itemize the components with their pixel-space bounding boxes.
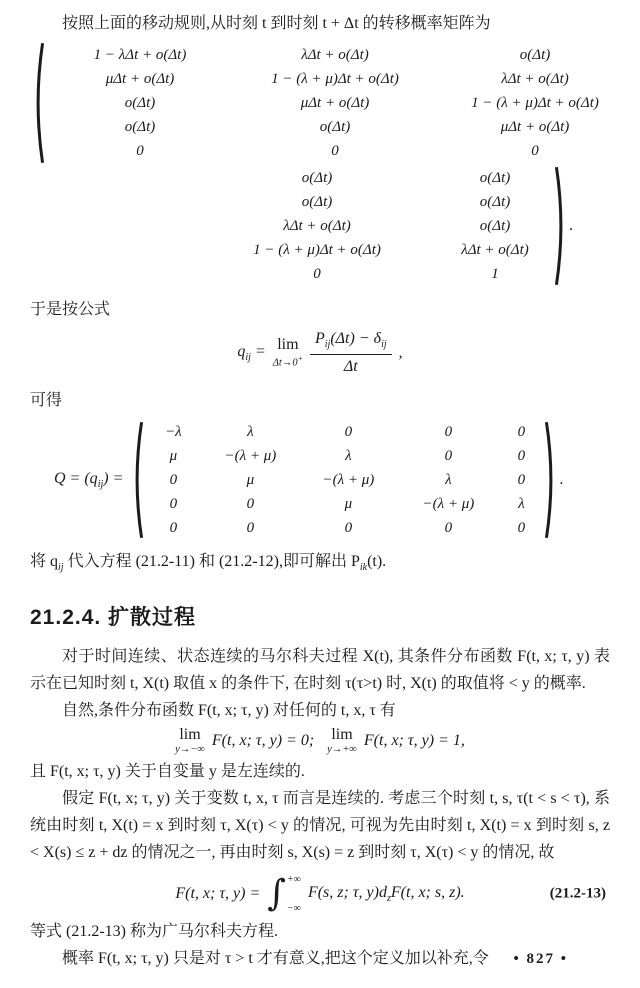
matrix-cell: 0 — [444, 447, 453, 464]
matrix-cell: o(Δt) — [479, 218, 511, 234]
matrix-cell: 0 — [246, 495, 255, 512]
matrix-cell: −(λ + μ) — [322, 471, 375, 488]
matrix-grid — [198, 166, 554, 286]
matrix-grid — [144, 420, 544, 540]
matrix-cell: −(λ + μ) — [224, 447, 277, 464]
matrix-cell: o(Δt) — [479, 194, 511, 210]
matrix-cell: λ — [345, 447, 352, 464]
matrix-period: . — [559, 470, 564, 488]
equation-tag: (21.2-13) — [549, 885, 606, 902]
matrix-cell: −(λ + μ) — [422, 495, 475, 512]
matrix-cell: λ — [247, 423, 254, 440]
matrix-cell: 0 — [344, 519, 353, 536]
matrix-cell: 0 — [444, 519, 453, 536]
matrix-cell: 0 — [169, 471, 178, 488]
matrix-cell: o(Δt) — [301, 194, 333, 210]
page-number: • 827 • — [513, 951, 568, 967]
matrix-cell: 0 — [517, 519, 526, 536]
matrix-cell: 0 — [444, 423, 453, 440]
paragraph-probability-meaning: 概率 F(t, x; τ, y) 只是对 τ > t 才有意义,把这个定义加以补充,令 — [62, 950, 489, 968]
matrix-period: . — [569, 217, 573, 234]
matrix-cell: o(Δt) — [479, 170, 511, 186]
right-paren — [544, 421, 557, 539]
equation-chapman-kolmogorov — [30, 874, 610, 914]
matrix-cell: λΔt + o(Δt) — [501, 71, 569, 87]
matrix-cell: o(Δt) — [124, 95, 156, 111]
integral-sign: ∫ +∞ −∞ — [267, 873, 301, 915]
right-paren — [554, 166, 567, 286]
matrix-cell: 0 — [517, 447, 526, 464]
matrix-cell: −λ — [165, 423, 182, 440]
substitute-paragraph: 将 $q_{ij}$ 代入方程 (21.2-11) 和 (21.2-12),即可解出 $P_{ik}(t)$. — [30, 552, 387, 573]
matrix-cell: 1 − (λ + μ)Δt + o(Δt) — [271, 71, 399, 87]
matrix-cell: o(Δt) — [124, 119, 156, 135]
matrix-cell: 1 − (λ + μ)Δt + o(Δt) — [253, 242, 381, 258]
matrix-cell: μΔt + o(Δt) — [300, 95, 370, 111]
formula-intro-text: 于是按公式 — [30, 301, 111, 318]
intro-paragraph: 按照上面的移动规则,从时刻 t 到时刻 t + Δt 的转移概率矩阵为 — [62, 15, 491, 32]
eq-body: F(s, z; τ, $y)d_zF(t$, x; s, z). — [307, 884, 465, 905]
eq-lhs: $q_{ij}$ = — [237, 342, 266, 363]
matrix-cell: μ — [246, 471, 255, 488]
matrix-cell: o(Δt) — [519, 47, 551, 63]
matrix-cell: 0 — [246, 519, 255, 536]
matrix-cell: λΔt + o(Δt) — [283, 218, 351, 234]
matrix-cell: λ — [518, 495, 525, 512]
paragraph-diffusion-intro: 对于时间连续、状态连续的马尔科夫过程 X(t), 其条件分布函数 F(t, x; τ, y) 表示在已知时刻 t, X(t) 取值 x 的条件下, 在时刻 τ(τ>t) 时, X(t) 的取值将 < y 的概率. — [30, 647, 610, 692]
q-matrix-label: $Q = (q_{ij})$ = — [54, 469, 124, 490]
paragraph-equation-name: 等式 (21.2-13) 称为广马尔科夫方程. — [30, 923, 278, 941]
matrix-cell: 0 — [517, 423, 526, 440]
eq-body: F(t, x; τ, y) = 0; — [211, 732, 315, 750]
transition-matrix-part2 — [198, 166, 610, 286]
matrix-cell: λ — [445, 471, 452, 488]
matrix-cell: 0 — [313, 266, 321, 282]
matrix-cell: 1 − (λ + μ)Δt + o(Δt) — [471, 95, 599, 111]
paragraph-assumption: 假定 F(t, x; τ, y) 关于变数 t, x, τ 而言是连续的. 考虑三个时刻 t, s, τ(t < s < τ), 系统由时刻 t, X(t) = x 到时刻 τ, X(τ) < y 的情况, 可视为先由时刻 t, X(t) = x 到时刻 s, z < X(s) ≤ z + dz 的情况之一, 再由时刻 s, X(s) = z 到时刻 τ, X(τ) < y 的情况, 故 — [30, 790, 610, 862]
fraction: $\frac{P_{ij}(\Delta t) - \delta_{ij}}{\Delta t}$ — [310, 329, 392, 377]
matrix-cell: o(Δt) — [301, 170, 333, 186]
equation-limits — [30, 727, 610, 756]
then-text: 可得 — [30, 391, 63, 409]
equation-qij-definition — [30, 329, 610, 377]
matrix-cell: λΔt + o(Δt) — [301, 47, 369, 63]
matrix-cell: 0 — [169, 519, 178, 536]
matrix-cell: μΔt + o(Δt) — [500, 119, 570, 135]
matrix-cell: 0 — [344, 423, 353, 440]
matrix-cell: λΔt + o(Δt) — [461, 242, 529, 258]
matrix-cell: 1 − λΔt + o(Δt) — [93, 47, 187, 63]
matrix-grid — [45, 43, 635, 163]
transition-matrix-part1 — [32, 42, 610, 164]
paragraph-naturally: 自然,条件分布函数 F(t, x; τ, y) 对任何的 t, x, τ 有 — [62, 701, 396, 719]
limit-operator: lim Δt→0+ — [272, 335, 303, 369]
matrix-cell: μΔt + o(Δt) — [105, 71, 175, 87]
limit-operator: lim y→+∞ — [327, 725, 357, 755]
paragraph-left-continuous: 且 F(t, x; τ, y) 关于自变量 y 是左连续的. — [30, 763, 305, 781]
section-heading: 21.2.4. 扩散过程 — [30, 605, 197, 629]
matrix-cell: 1 — [491, 266, 499, 282]
limit-operator: lim y→−∞ — [175, 725, 205, 755]
matrix-cell: μ — [344, 495, 353, 512]
matrix-cell: 0 — [517, 471, 526, 488]
matrix-cell: 0 — [531, 143, 539, 159]
left-paren — [32, 42, 45, 164]
matrix-cell: o(Δt) — [319, 119, 351, 135]
matrix-cell: 0 — [331, 143, 339, 159]
matrix-cell: μ — [169, 447, 178, 464]
q-matrix — [54, 420, 610, 540]
matrix-cell: 0 — [136, 143, 144, 159]
eq-tail: , — [398, 343, 403, 361]
left-paren — [131, 421, 144, 539]
eq-body: F(t, x; τ, y) = 1, — [363, 732, 465, 750]
matrix-cell: 0 — [169, 495, 178, 512]
eq-lhs: F(t, x; τ, y) = — [175, 885, 261, 903]
